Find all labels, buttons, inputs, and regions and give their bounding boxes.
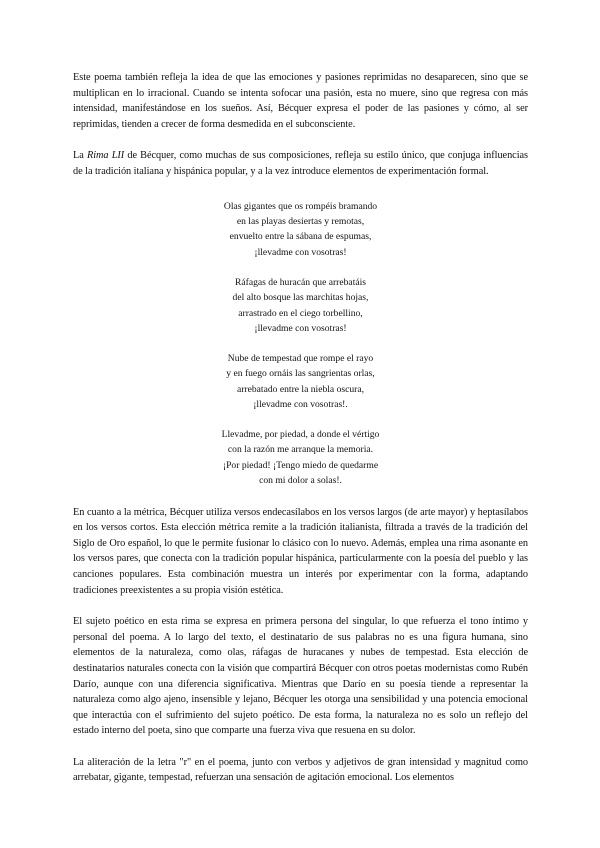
poem-line: Nube de tempestad que rompe el rayo <box>227 352 374 364</box>
poem-block <box>73 199 528 489</box>
poem-stanza-4 <box>73 427 528 489</box>
poem-stanza-3 <box>73 351 528 413</box>
poem-line: Olas gigantes que os rompéis bramando <box>223 200 378 212</box>
poem-line: con mi dolor a solas!. <box>259 475 342 487</box>
poem-line: arrebatado entre la niebla oscura, <box>236 383 365 395</box>
document-page <box>73 70 528 786</box>
paragraph-gap <box>73 739 528 755</box>
poem-line: ¡llevadme con vosotras! <box>254 246 347 258</box>
poem-stanza-2 <box>73 275 528 337</box>
poem-line: con la razón me arranque la memoria. <box>227 444 374 456</box>
paragraph-alliteration: La aliteración de la letra "r" en el poema, junto con verbos y adjetivos de gran intensidad y magnitud como arrebatar, gigante, tempestad, refuerzan una sensación de agitación emocional. Los elementos <box>73 756 528 784</box>
poem-line: ¡llevadme con vosotras!. <box>253 399 348 411</box>
paragraph-rima-lii-intro <box>73 148 528 179</box>
poem-line: ¡Por piedad! ¡Tengo miedo de quedarme <box>222 459 379 471</box>
poem-line: arrastrado en el ciego torbellino, <box>238 307 363 319</box>
paragraph-poetic-subject: El sujeto poético en esta rima se expresa en primera persona del singular, lo que refuerza el tono íntimo y personal del poema. A lo largo del texto, el destinatario de sus palabras no es una figura humana, sino elementos de la naturaleza, como olas, ráfagas de huracanes y nubes de tempestad. Esta elección de destinatarios naturales conecta con la visión que compartirá Bécquer con otros poetas modernistas como Rubén Darío, aunque con una diferencia significativa. Mientras que Darío en su poesía tiende a representar la naturaleza como algo ajeno, insensible y lejano, Bécquer les otorga una sensibilidad y una potencia emocional que interactúa con el sufrimiento del sujeto poético. De esta forma, la naturaleza no es solo un reflejo del estado interno del poeta, sino que comparte una fuerza viva que resuena en su dolor. <box>73 616 528 737</box>
poem-line: ¡llevadme con vosotras! <box>254 322 347 334</box>
paragraph-text-rest: de Bécquer, como muchas de sus composiciones, refleja su estilo único, que conjuga influencias de la tradición italiana y hispánica popular, y a la vez introduce elementos de experimentación formal. <box>73 150 528 177</box>
poem-line: envuelto entre la sábana de espumas, <box>229 231 372 243</box>
paragraph-gap <box>73 598 528 614</box>
paragraph-repressed-passions: Este poema también refleja la idea de que las emociones y pasiones reprimidas no desaparecen, sino que se multiplican en lo irracional. Cuando se intenta sofocar una pasión, esta no muere, sino que regresa con más intensidad, manifestándose en los sueños. Así, Bécquer expresa el poder de las pasiones y cómo, al ser reprimidas, tienden a crecer de forma desmedida en el subconsciente. <box>73 72 528 130</box>
paragraph-gap <box>73 132 528 148</box>
poem-line: y en fuego ornáis las sangrientas orlas, <box>226 368 375 380</box>
paragraph-gap <box>73 180 528 196</box>
poem-line: del alto bosque las marchitas hojas, <box>232 292 369 304</box>
poem-line: en las playas desiertas y remotas, <box>236 215 365 227</box>
poem-title-italic: Rima LII <box>86 150 125 162</box>
poem-line: Ráfagas de huracán que arrebatáis <box>234 276 367 288</box>
poem-line: Llevadme, por piedad, a donde el vértigo <box>221 428 380 440</box>
paragraph-metrics: En cuanto a la métrica, Bécquer utiliza versos endecasílabos en los versos largos (de arte mayor) y heptasílabos en los versos cortos. Esta elección métrica remite a la tradición italianista, filtrada a través de la tradición del Siglo de Oro español, lo que le permite fusionar lo clásico con lo nuevo. Además, emplea una rima asonante en los versos pares, que conecta con la tradición popular hispánica, particularmente con la poesía del pueblo y las canciones populares. Esta combinación muestra un interés por experimentar con la forma, adaptando tradiciones preexistentes a su propia visión estética. <box>73 506 528 596</box>
paragraph-text-prefix: La <box>73 150 87 162</box>
paragraph-gap <box>73 489 528 505</box>
poem-stanza-1 <box>73 199 528 261</box>
